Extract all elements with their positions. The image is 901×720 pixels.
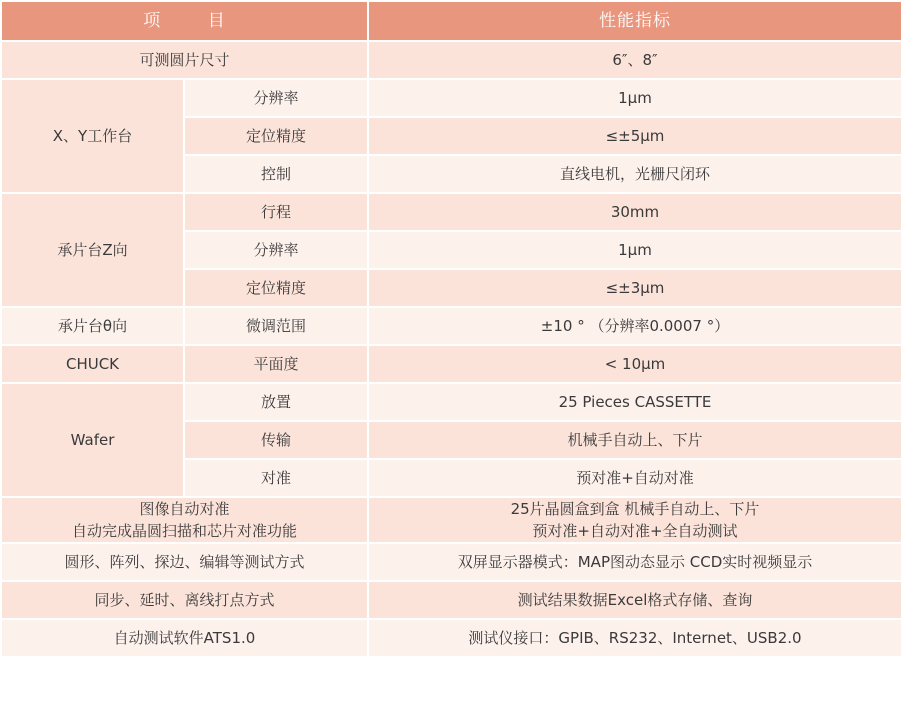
xy-resolution-value: 1μm (368, 79, 901, 117)
wafer-placement-value: 25 Pieces CASSETTE (368, 383, 901, 421)
image-align-value-line1: 25片晶圆盒到盒 机械手自动上、下片 (510, 500, 760, 518)
software-value: 测试仪接口：GPIB、RS232、Internet、USB2.0 (368, 619, 901, 657)
theta-sub-label: 微调范围 (184, 307, 368, 345)
image-align-label (1, 497, 368, 543)
chuck-label: CHUCK (1, 345, 184, 383)
chuck-sub-label: 平面度 (184, 345, 368, 383)
wafer-label: Wafer (1, 383, 184, 497)
theta-stage-label: 承片台θ向 (1, 307, 184, 345)
row-theta (1, 307, 901, 345)
row-chuck (1, 345, 901, 383)
header-item-label: 项 目 (143, 11, 226, 31)
z-travel-value: 30mm (368, 193, 901, 231)
theta-value: ±10 ° （分辨率0.0007 °） (368, 307, 901, 345)
row-z-travel (1, 193, 901, 231)
test-modes-label: 圆形、阵列、探边、编辑等测试方式 (1, 543, 368, 581)
image-align-value-line2: 预对准+自动对准+全自动测试 (532, 522, 738, 540)
xy-positioning-value: ≤±5μm (368, 117, 901, 155)
marking-value: 测试结果数据Excel格式存储、查询 (368, 581, 901, 619)
wafer-transfer-label: 传输 (184, 421, 368, 459)
row-test-modes (1, 543, 901, 581)
row-software (1, 619, 901, 657)
image-align-label-line1: 图像自动对准 (139, 500, 230, 518)
z-positioning-label: 定位精度 (184, 269, 368, 307)
wafer-size-value: 6″、8″ (368, 41, 901, 79)
software-label: 自动测试软件ATS1.0 (1, 619, 368, 657)
wafer-size-label: 可测圆片尺寸 (1, 41, 368, 79)
header-item (1, 1, 368, 41)
xy-control-value: 直线电机，光栅尺闭环 (368, 155, 901, 193)
row-image-align (1, 497, 901, 543)
z-stage-label: 承片台Z向 (1, 193, 184, 307)
row-wafer-size (1, 41, 901, 79)
xy-resolution-label: 分辨率 (184, 79, 368, 117)
test-modes-value: 双屏显示器模式：MAP图动态显示 CCD实时视频显示 (368, 543, 901, 581)
image-align-label-line2: 自动完成晶圆扫描和芯片对准功能 (71, 522, 297, 540)
wafer-alignment-label: 对准 (184, 459, 368, 497)
row-wafer-placement (1, 383, 901, 421)
marking-label: 同步、延时、离线打点方式 (1, 581, 368, 619)
z-travel-label: 行程 (184, 193, 368, 231)
wafer-transfer-value: 机械手自动上、下片 (368, 421, 901, 459)
xy-control-label: 控制 (184, 155, 368, 193)
row-marking (1, 581, 901, 619)
header-row (1, 1, 901, 41)
wafer-alignment-value: 预对准+自动对准 (368, 459, 901, 497)
z-resolution-value: 1μm (368, 231, 901, 269)
row-xy-resolution (1, 79, 901, 117)
image-align-value (368, 497, 901, 543)
xy-positioning-label: 定位精度 (184, 117, 368, 155)
wafer-placement-label: 放置 (184, 383, 368, 421)
z-resolution-label: 分辨率 (184, 231, 368, 269)
header-spec: 性能指标 (368, 1, 901, 41)
z-positioning-value: ≤±3μm (368, 269, 901, 307)
xy-stage-label: X、Y工作台 (1, 79, 184, 193)
chuck-value: < 10μm (368, 345, 901, 383)
